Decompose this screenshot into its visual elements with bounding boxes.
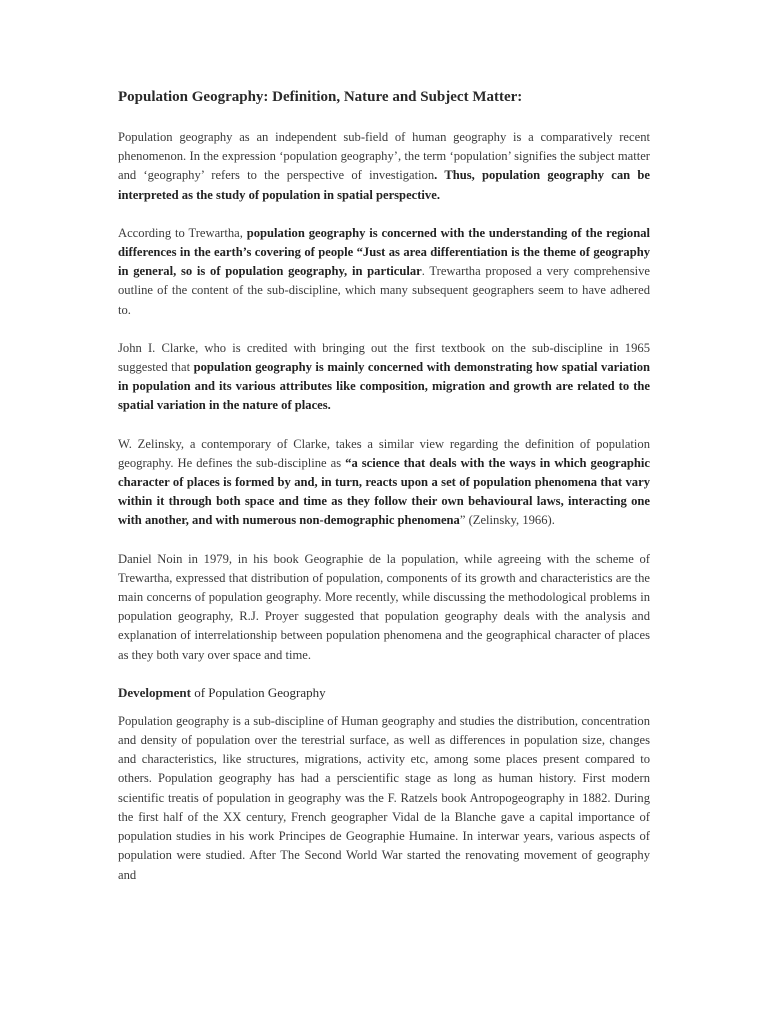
intro-bold-text: . Thus, population geography can be interpreted as the study of population in spatial perspective. [118,168,650,202]
intro-text: Population geography as an independent sub-field of human geography is a comparatively recent phenomenon. In the expression ‘population geography’, the term ‘population’ signifies the subject matter and ‘geography’ refers to the perspective of investigation [118,130,650,183]
zelinsky-bold-text: “a science that deals with the ways in which geographic character of places is formed by and, in turn, reacts upon a set of population phenomena that vary within it through both space and time as they follow their own behavioural laws, interacting one with another, and with numerous non-demographic phenomena [118,455,650,528]
zelinsky-lead: W. Zelinsky, a contemporary of Clarke, takes a similar view regarding the definition of population geography. He defines the sub-discipline as [118,436,650,470]
section-heading-bold: Development [118,684,191,700]
paragraph-development: Population geography is a sub-discipline of Human geography and studies the distribution, concentration and density of population over the terestrial surface, as well as differences in population size, changes and characteristics, like structures, migrations, activity etc, among some places present compared to others. Population geography has had a perscientific stage as long as human history. First modern scientific treatis of population in geography was the F. Ratzels book Antropogeography in 1882. During the first half of the XX century, French geographer Vidal de la Blanche gave a capital importance of population studies in his work Principes de Geographie Humaine. In interwar years, various aspects of population were studied. After The Second World War started the renovating movement of geography and [118,713,650,882]
clarke-bold-text: population geography is mainly concerned with demonstrating how spatial variation in population and its various attributes like composition, migration and growth are related to the spatial variation in the nature of places. [118,360,650,413]
paragraph-trewartha [118,224,650,320]
trewartha-bold-text: population geography is concerned with the understanding of the regional differences in the earth’s covering of people “Just as area differentiation is the theme of geography in general, so is of population geography, in particular [118,225,650,279]
page-title: Population Geography: Definition, Nature and Subject Matter: [118,89,523,105]
section-heading [118,684,650,702]
paragraph-noin: Daniel Noin in 1979, in his book Geographie de la population, while agreeing with the scheme of Trewartha, expressed that distribution of population, components of its growth and characteristics are the main concerns of population geography. More recently, while discussing the methodological problems in population geography, R.J. Proyer suggested that population geography deals with the analysis and explanation of interrelationship between population phenomena and the geographical character of places as they both vary over space and time. [118,551,650,662]
trewartha-lead: According to Trewartha, [118,225,247,240]
paragraph-clarke [118,339,650,416]
paragraph-intro [118,128,650,205]
section-heading-rest: of Population Geography [190,684,326,700]
clarke-lead: John I. Clarke, who is credited with bringing out the first textbook on the sub-discipline in 1965 suggested that [118,340,650,375]
trewartha-tail: . Trewartha proposed a very comprehensive outline of the content of the sub-discipline, which many subsequent geographers seem to have adhered to. [118,264,650,317]
paragraph-zelinsky [118,435,650,531]
document-page [118,88,650,904]
zelinsky-tail: ” (Zelinsky, 1966). [459,513,555,528]
